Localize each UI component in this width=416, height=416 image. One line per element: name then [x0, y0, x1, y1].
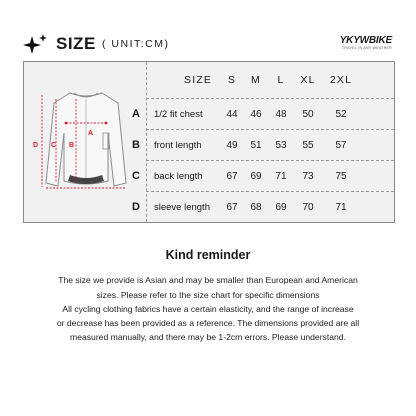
table-cell: 73	[302, 171, 314, 182]
row-letter: A	[132, 108, 140, 120]
size-header-label: SIZE	[184, 74, 213, 86]
size-col-header: L	[277, 74, 285, 86]
brand-name: YKYWBIKE	[339, 35, 392, 46]
reminder-line: measured manually, and there may be 1-2cm errors. Please understand.	[70, 332, 346, 342]
table-cell: 49	[226, 140, 238, 151]
row-divider	[146, 98, 394, 99]
table-cell: 55	[302, 140, 314, 151]
row-letter: C	[132, 170, 140, 182]
reminder-title: Kind reminder	[165, 248, 251, 262]
reminder-line: or decrease has been provided as a reference. The dimensions provided are all	[56, 318, 360, 328]
marker-c: C	[51, 142, 57, 149]
row-divider	[146, 160, 394, 161]
brand-logo	[340, 35, 392, 50]
table-cell: 52	[335, 109, 347, 120]
table-cell: 68	[250, 202, 262, 213]
table-cell: 53	[275, 140, 287, 151]
size-col-header: M	[251, 74, 261, 86]
size-col-header: 2XL	[329, 74, 353, 86]
table-cell: 46	[250, 109, 262, 120]
column-divider	[146, 62, 147, 222]
table-cell: 75	[335, 171, 347, 182]
row-divider	[146, 191, 394, 192]
table-cell: 67	[226, 171, 238, 182]
row-label: back length	[154, 171, 203, 182]
marker-a: A	[88, 130, 94, 137]
size-chart-panel	[23, 61, 395, 223]
reminder-line: sizes. Please refer to the size chart for specific dimensions	[96, 290, 320, 300]
table-cell: 44	[226, 109, 238, 120]
reminder-line: All cycling clothing fabrics have a certain elasticity, and the range of increase	[62, 304, 354, 314]
brand-tagline: TRAVEL IN ANY WEATHER	[341, 46, 392, 50]
row-label: sleeve length	[154, 202, 210, 213]
table-cell: 57	[335, 140, 347, 151]
table-cell: 50	[302, 109, 314, 120]
row-label: front length	[154, 140, 202, 151]
table-cell: 70	[302, 202, 314, 213]
marker-b: B	[69, 142, 75, 149]
row-letter: B	[132, 139, 140, 151]
unit-label: ( UNIT:CM)	[102, 38, 170, 50]
row-letter: D	[132, 201, 140, 213]
table-cell: 71	[335, 202, 347, 213]
table-cell: 69	[275, 202, 287, 213]
row-label: 1/2 fit chest	[154, 109, 203, 120]
table-cell: 51	[250, 140, 262, 151]
header	[22, 32, 394, 58]
marker-d: D	[33, 142, 39, 149]
size-col-header: XL	[300, 74, 316, 86]
table-cell: 67	[226, 202, 238, 213]
size-col-header: S	[227, 74, 237, 86]
table-cell: 69	[250, 171, 262, 182]
row-divider	[146, 129, 394, 130]
table-cell: 48	[275, 109, 287, 120]
size-title: SIZE	[56, 34, 96, 53]
sparkle-icon	[22, 32, 50, 58]
table-cell: 71	[275, 171, 287, 182]
reminder-line: The size we provide is Asian and may be smaller than European and American	[58, 275, 358, 285]
jersey-diagram	[26, 63, 146, 223]
